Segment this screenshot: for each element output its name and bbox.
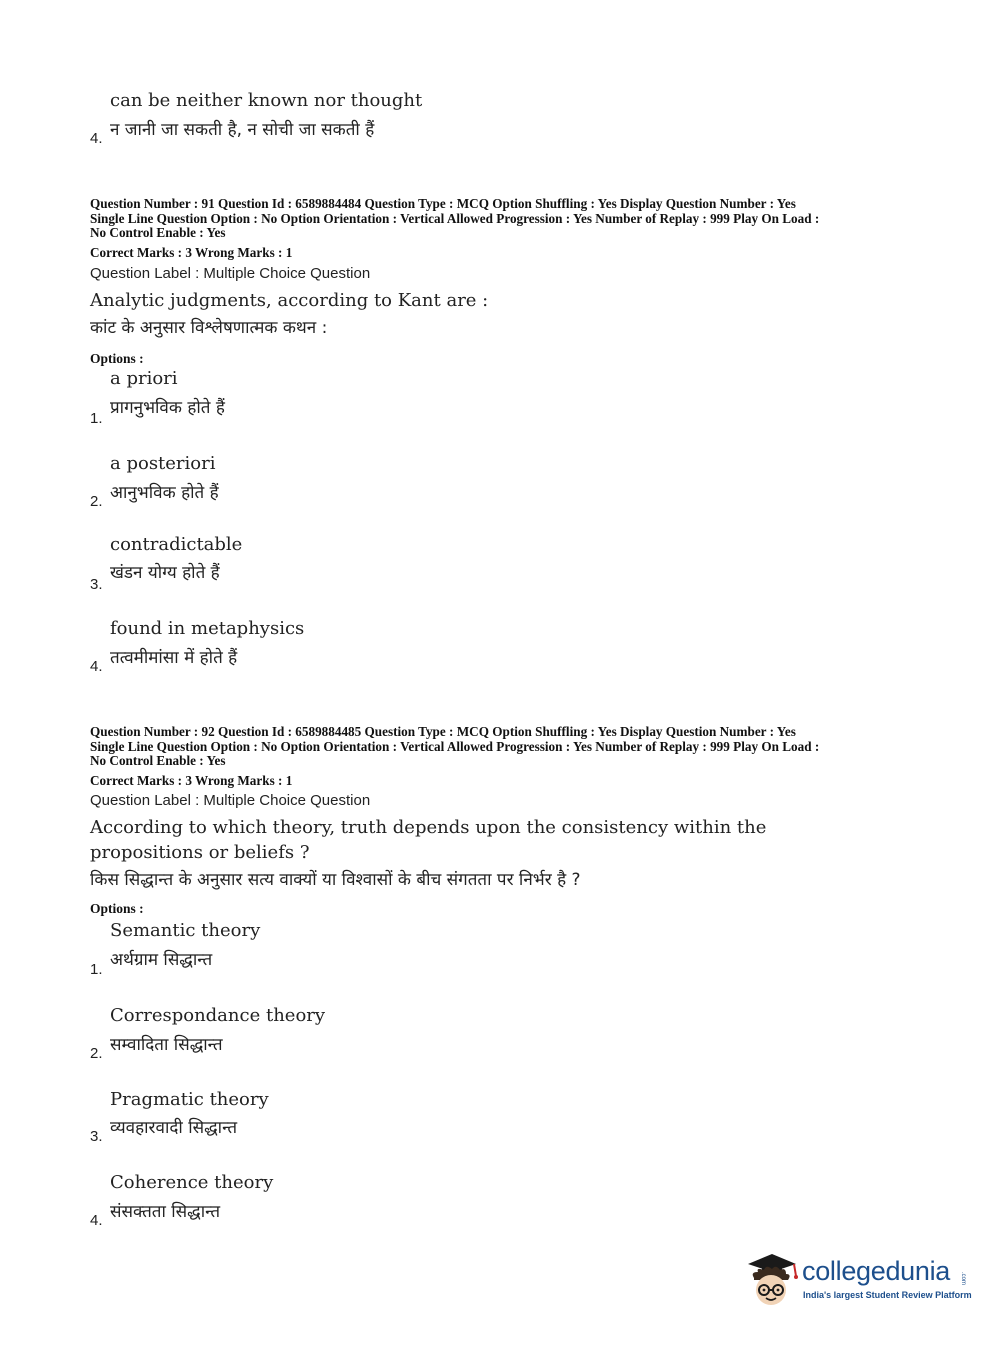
option-text-en: a posteriori [110,453,216,474]
question-marks: Correct Marks : 3 Wrong Marks : 1 [90,773,293,788]
options-heading: Options : [90,901,144,916]
student-cartoon-icon [742,1250,800,1312]
meta-line: No Control Enable : Yes [90,753,226,768]
option-number: 1. [90,410,103,427]
logo-tagline: India's largest Student Review Platform [803,1290,972,1300]
meta-line: Single Line Question Option : No Option Orientation : Vertical Allowed Progression : Yes Number of Replay : 999 Play On Load : [90,738,820,754]
option-text-en: Semantic theory [110,920,261,941]
question-text-hi: कांट के अनुसार विश्लेषणात्मक कथन : [90,318,328,338]
logo-com: .com [960,1272,966,1286]
meta-line: Single Line Question Option : No Option Orientation : Vertical Allowed Progression : Yes Number of Replay : 999 Play On Load : [90,210,820,226]
question-text-hi: किस सिद्धान्त के अनुसार सत्य वाक्यों या विश्वासों के बीच संगतता पर निर्भर है ? [90,870,581,890]
option-text-hi: प्रागनुभविक होते हैं [110,398,225,418]
meta-line: No Control Enable : Yes [90,225,226,240]
option-text-hi: खंडन योग्य होते हैं [110,563,220,583]
option-text-en: Pragmatic theory [110,1089,269,1110]
option-text-hi: न जानी जा सकती है, न सोची जा सकती हैं [110,120,375,140]
option-number: 4. [90,130,103,147]
meta-line: Question Number : 92 Question Id : 6589884485 Question Type : MCQ Option Shuffling : Yes Display Question Number : Yes [90,724,796,739]
option-number: 3. [90,1128,103,1145]
question-meta [90,725,920,769]
option-number: 4. [90,1212,103,1229]
question-text-en: According to which theory, truth depends upon the consistency within the [90,817,767,838]
option-text-hi: सम्वादिता सिद्धान्त [110,1035,223,1055]
logo-name: collegedunia [802,1256,951,1286]
option-text-en: found in metaphysics [110,618,305,639]
option-text-hi: आनुभविक होते हैं [110,483,219,503]
question-meta [90,197,920,241]
option-number: 1. [90,961,103,978]
question-label: Question Label : Multiple Choice Question [90,265,371,282]
option-text-en: Coherence theory [110,1172,274,1193]
option-number: 2. [90,493,103,510]
question-text-en: Analytic judgments, according to Kant are : [90,290,489,311]
question-text-en: propositions or beliefs ? [90,842,310,863]
option-text-hi: अर्थग्राम सिद्धान्त [110,950,213,970]
question-label: Question Label : Multiple Choice Question [90,792,371,809]
question-marks: Correct Marks : 3 Wrong Marks : 1 [90,245,293,260]
option-text-hi: तत्वमीमांसा में होते हैं [110,648,238,668]
collegedunia-logo[interactable] [742,1250,972,1312]
option-text-hi: संसक्तता सिद्धान्त [110,1202,221,1222]
option-number: 4. [90,658,103,675]
option-text-en: a priori [110,368,178,389]
option-text-en: Correspondance theory [110,1005,326,1026]
meta-line: Question Number : 91 Question Id : 6589884484 Question Type : MCQ Option Shuffling : Yes Display Question Number : Yes [90,196,796,211]
option-text-en: can be neither known nor thought [110,90,423,111]
option-number: 2. [90,1045,103,1062]
options-heading: Options : [90,351,144,366]
option-text-en: contradictable [110,534,243,555]
option-number: 3. [90,576,103,593]
option-text-hi: व्यवहारवादी सिद्धान्त [110,1118,238,1138]
